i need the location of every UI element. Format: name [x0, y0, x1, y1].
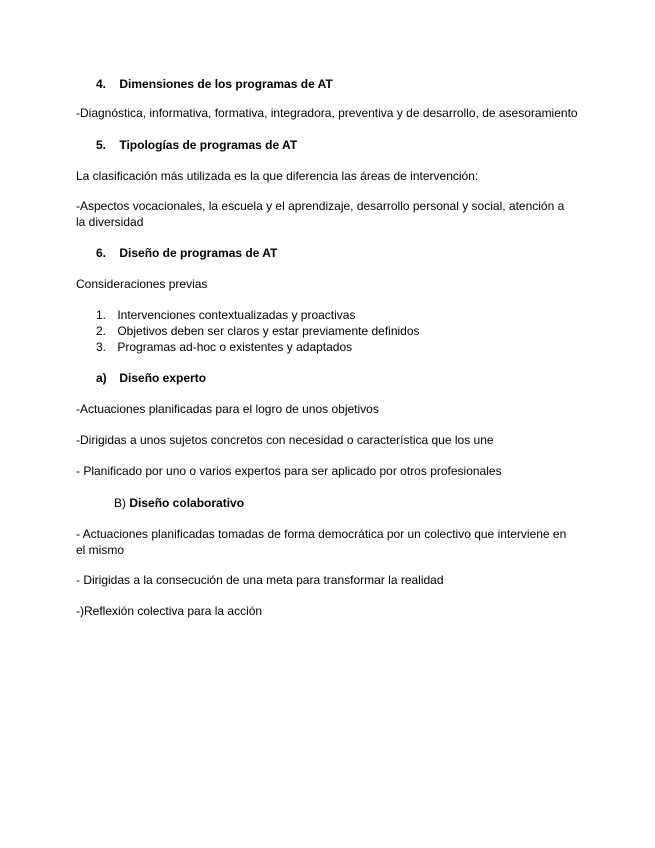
paragraph: -Actuaciones planificadas para el logro de unos objetivos	[76, 402, 379, 416]
section-number: 5.	[96, 138, 107, 152]
paragraph: -Aspectos vocacionales, la escuela y el aprendizaje, desarrollo personal y social, atención a la diversidad	[76, 199, 565, 229]
section-6-heading	[96, 245, 277, 261]
list-number: 2.	[96, 324, 107, 338]
list-item	[96, 323, 420, 339]
section-4-heading	[96, 76, 333, 92]
paragraph: La clasificación más utilizada es la que diferencia las áreas de intervención:	[76, 169, 479, 183]
list-text: Objetivos deben ser claros y estar previamente definidos	[117, 324, 420, 338]
section-a-heading	[96, 370, 206, 386]
list-item	[96, 307, 355, 323]
section-title: Diseño de programas de AT	[119, 246, 278, 260]
paragraph: Consideraciones previas	[76, 277, 208, 291]
paragraph: - Planificado por uno o varios expertos para ser aplicado por otros profesionales	[76, 464, 502, 478]
paragraph: -Diagnóstica, informativa, formativa, integradora, preventiva y de desarrollo, de asesoramiento	[76, 106, 578, 120]
section-number: 4.	[96, 77, 107, 91]
list-text: Intervenciones contextualizadas y proactivas	[117, 308, 356, 322]
section-number: 6.	[96, 246, 107, 260]
section-b-heading	[114, 495, 244, 511]
section-number: B)	[114, 496, 126, 510]
list-number: 1.	[96, 308, 107, 322]
section-title: Dimensiones de los programas de AT	[119, 77, 333, 91]
list-item	[96, 339, 352, 355]
section-number: a)	[96, 371, 107, 385]
section-title: Diseño experto	[119, 371, 207, 385]
list-number: 3.	[96, 340, 107, 354]
paragraph: - Actuaciones planificadas tomadas de forma democrática por un colectivo que interviene en el mismo	[76, 527, 567, 557]
section-title: Tipologías de programas de AT	[119, 138, 298, 152]
section-title: Diseño colaborativo	[129, 496, 245, 510]
list-text: Programas ad-hoc o existentes y adaptados	[117, 340, 353, 354]
paragraph: - Dirigidas a la consecución de una meta para transformar la realidad	[76, 573, 444, 587]
paragraph: -Dirigidas a unos sujetos concretos con necesidad o característica que los une	[76, 433, 494, 447]
section-5-heading	[96, 137, 297, 153]
paragraph: -)Reflexión colectiva para la acción	[76, 604, 263, 618]
